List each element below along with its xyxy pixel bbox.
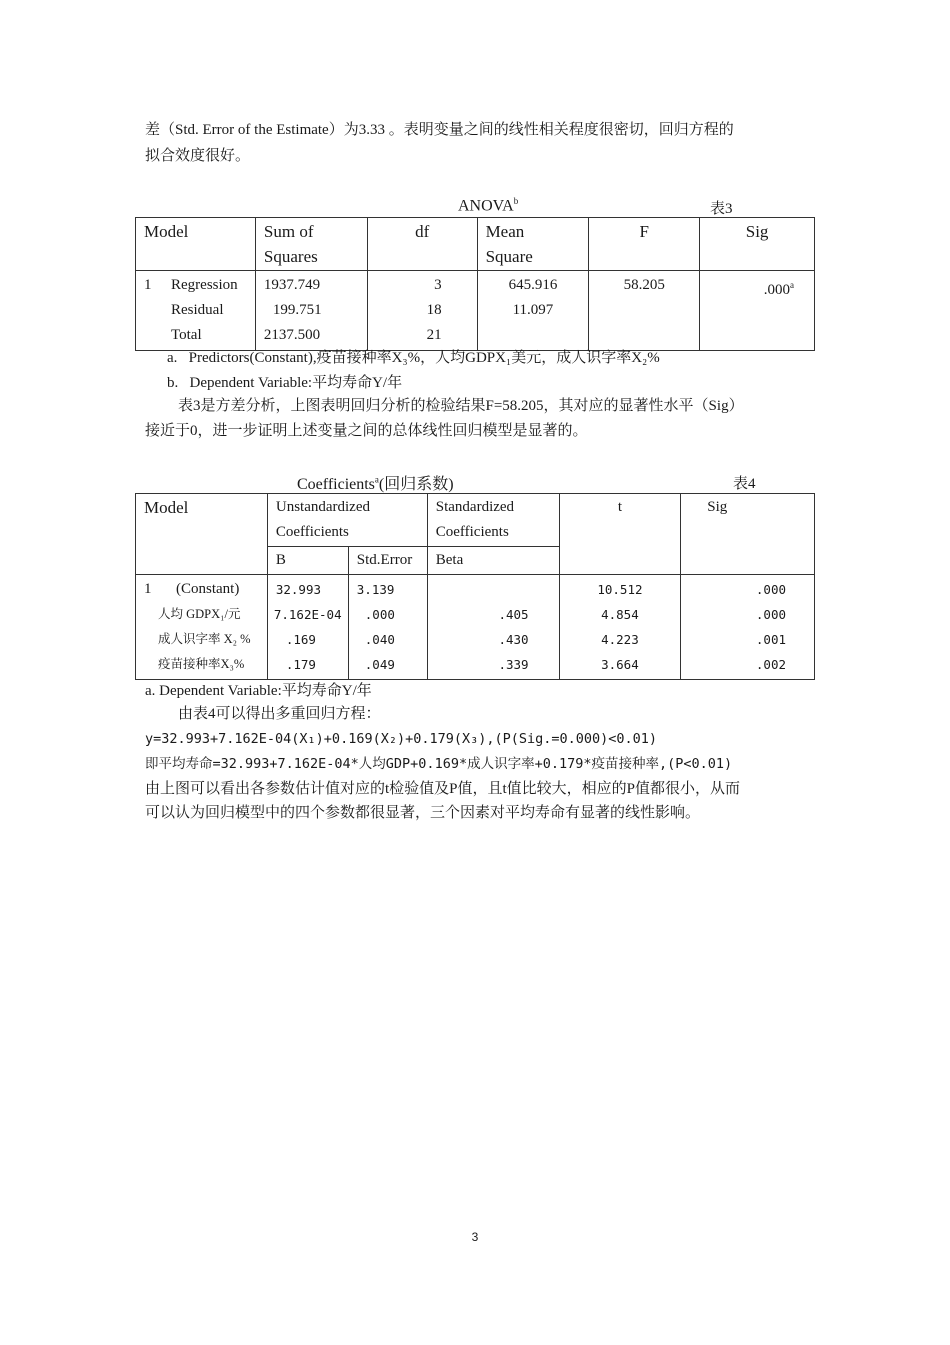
anova-ms-value: 645.916 (508, 277, 558, 293)
anova-row-label: Residual (171, 302, 224, 318)
coef-beta-value (436, 577, 529, 602)
coef-t-value: 4.854 (601, 607, 639, 622)
anova-ms-value: 11.097 (512, 302, 554, 318)
coef-sig-value: .000 (755, 607, 786, 622)
coef-sig-value: .001 (755, 632, 786, 647)
anova-header-mean-square: Mean Square (477, 218, 589, 271)
coef-row-label: 成人识字率 X₂ % (158, 632, 251, 646)
coef-note: a. Dependent Variable:平均寿命Y/年 (145, 683, 372, 699)
para3-line-4: 由上图可以看出各参数估计值对应的t检验值及P值，且t值比较大，相应的P值都很小，从而 (145, 781, 741, 797)
anova-ss-value: 1937.749 (263, 277, 321, 293)
coef-b-value: 32.993 (275, 582, 322, 597)
coef-model-number: 1 (144, 581, 152, 597)
anova-model-number: 1 (144, 277, 152, 293)
anova-ss-value: 199.751 (272, 302, 322, 318)
anova-row-label: Total (171, 327, 202, 343)
anova-header-model: Model (136, 218, 256, 271)
coef-t-value: 3.664 (601, 657, 639, 672)
anova-sig-cell (700, 271, 815, 351)
anova-df-cell (367, 271, 477, 351)
coef-header-se: Std.Error (348, 547, 427, 575)
coef-se-value: .049 (364, 657, 395, 672)
coef-beta-cell (427, 575, 559, 680)
regression-equation: y=32.993+7.162E-04(X₁)+0.169(X₂)+0.179(X₃),(P(Sig.=0.000)<0.01) (145, 731, 658, 747)
anova-row-label: Regression (171, 277, 238, 293)
coef-header-t: t (559, 494, 681, 575)
anova-note-a: a. Predictors(Constant),疫苗接种率X₃%，人均GDPX₁美元，成人识字率X₂% (167, 350, 660, 366)
coef-table-number: 表4 (733, 476, 756, 492)
coef-b-cell (267, 575, 348, 680)
anova-ss-cell (255, 271, 367, 351)
coef-header-b: B (267, 547, 348, 575)
coef-header-beta: Beta (427, 547, 559, 575)
coef-header-model: Model (136, 494, 268, 575)
para3-line-5: 可以认为回归模型中的四个参数都很显著，三个因素对平均寿命有显著的线性影响。 (145, 805, 701, 821)
page-number: 3 (471, 1230, 479, 1244)
coef-beta-value: .405 (498, 607, 529, 622)
anova-body-row (136, 271, 815, 351)
coef-row-label: 人均 GDPX₁/元 (158, 607, 241, 621)
coef-sig-value: .002 (755, 657, 786, 672)
coef-b-value: .179 (285, 657, 316, 672)
anova-df-value: 3 (434, 277, 442, 293)
coef-b-value: .169 (285, 632, 316, 647)
coef-header-unstd: Unstandardized Coefficients (267, 494, 427, 547)
coef-header-sig: Sig (681, 494, 815, 575)
anova-f-value: 58.205 (623, 277, 665, 293)
regression-equation-text: 即平均寿命=32.993+7.162E-04*人均GDP+0.169*成人识字率+0.179*疫苗接种率,(P<0.01) (145, 756, 733, 772)
anova-ss-value: 2137.500 (263, 327, 321, 343)
para3-line-1: 由表4可以得出多重回归方程： (178, 706, 381, 722)
coef-row-label: (Constant) (176, 581, 240, 597)
para2-line-1: 表3是方差分析，上图表明回归分析的检验结果F=58.205，其对应的显著性水平（Sig） (178, 398, 744, 414)
anova-sig-value: .000$^a$ (763, 280, 794, 298)
coef-beta-value: .339 (498, 657, 529, 672)
coef-caption: Coefficients$^a$(回归系数) (297, 474, 454, 493)
coef-label-cell (136, 575, 268, 680)
anova-header-f: F (589, 218, 700, 271)
coef-se-value: 3.139 (356, 582, 395, 597)
anova-caption (458, 196, 518, 215)
coef-row-label: 疫苗接种率X₃% (158, 657, 245, 671)
coef-se-value: .040 (364, 632, 395, 647)
coef-header-std: Standardized Coefficients (427, 494, 559, 547)
coef-b-value: 7.162E-04 (273, 607, 342, 622)
coef-t-cell (559, 575, 681, 680)
coef-sig-value: .000 (755, 582, 786, 597)
anova-header-sum-squares: Sum of Squares (255, 218, 367, 271)
anova-header-sig: Sig (700, 218, 815, 271)
anova-table (135, 217, 815, 351)
anova-model-cell (136, 271, 256, 351)
anova-caption-sup: b (513, 196, 519, 206)
intro-line-2: 拟合效度很好。 (145, 148, 251, 164)
coef-body-row (136, 575, 815, 680)
anova-table-number: 表3 (710, 201, 733, 217)
para2-line-2: 接近于0，进一步证明上述变量之间的总体线性回归模型是显著的。 (145, 423, 588, 439)
coef-t-value: 4.223 (601, 632, 639, 647)
coef-beta-value: .430 (498, 632, 529, 647)
coef-header-row-1 (136, 494, 815, 547)
anova-ms-cell (477, 271, 589, 351)
anova-header-df: df (367, 218, 477, 271)
anova-note-b: b. Dependent Variable:平均寿命Y/年 (167, 375, 403, 391)
anova-f-cell (589, 271, 700, 351)
anova-df-value: 21 (426, 327, 442, 343)
anova-df-value: 18 (426, 302, 442, 318)
coef-se-cell (348, 575, 427, 680)
coef-table (135, 493, 815, 680)
intro-line-1: 差（Std. Error of the Estimate）为3.33 。表明变量之间的线性相关程度很密切，回归方程的 (145, 122, 734, 138)
coef-t-value: 10.512 (597, 582, 643, 597)
anova-caption-text: ANOVA (458, 197, 514, 215)
anova-header-row (136, 218, 815, 271)
coef-se-value: .000 (364, 607, 395, 622)
coef-sig-cell (681, 575, 815, 680)
